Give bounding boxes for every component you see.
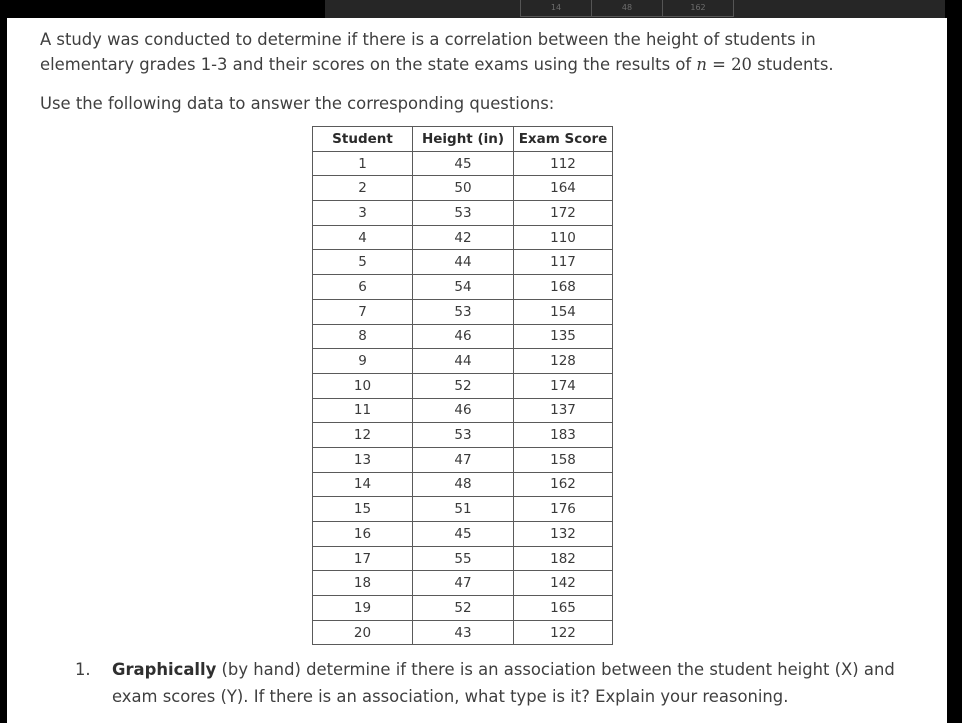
- cell-student: 2: [313, 176, 413, 201]
- cell-height: 52: [413, 373, 514, 398]
- intro-line-2-pre: elementary grades 1-3 and their scores on the state exams using the results of: [40, 55, 697, 74]
- table-row: [313, 176, 613, 201]
- table-header-row: [313, 127, 613, 152]
- intro-line-1: A study was conducted to determine if there is a correlation between the height of students in: [40, 30, 816, 49]
- intro-paragraph: [40, 27, 935, 77]
- table-row: [313, 398, 613, 423]
- cell-student: 10: [313, 373, 413, 398]
- table-row: [313, 151, 613, 176]
- table-row: [313, 299, 613, 324]
- cell-student: 13: [313, 447, 413, 472]
- cell-student: 9: [313, 349, 413, 374]
- table-row: [313, 225, 613, 250]
- cell-exam-score: 168: [514, 275, 613, 300]
- strip-cell: 14: [521, 0, 592, 16]
- table-row: [313, 571, 613, 596]
- strip-cell: 48: [592, 0, 663, 16]
- cell-height: 51: [413, 497, 514, 522]
- cell-student: 1: [313, 151, 413, 176]
- cell-height: 44: [413, 349, 514, 374]
- cell-exam-score: 128: [514, 349, 613, 374]
- cell-student: 20: [313, 620, 413, 645]
- cell-height: 45: [413, 151, 514, 176]
- cell-height: 47: [413, 571, 514, 596]
- table-row: [313, 423, 613, 448]
- cell-exam-score: 183: [514, 423, 613, 448]
- cell-exam-score: 172: [514, 201, 613, 226]
- cell-height: 53: [413, 299, 514, 324]
- cell-exam-score: 164: [514, 176, 613, 201]
- cell-height: 55: [413, 546, 514, 571]
- question-text: [112, 656, 935, 710]
- cell-height: 47: [413, 447, 514, 472]
- header-height: Height (in): [413, 127, 514, 152]
- table-row: [313, 472, 613, 497]
- instruction-text: Use the following data to answer the corresponding questions:: [40, 94, 555, 113]
- cell-height: 53: [413, 423, 514, 448]
- cell-student: 17: [313, 546, 413, 571]
- cell-exam-score: 117: [514, 250, 613, 275]
- cell-height: 44: [413, 250, 514, 275]
- cell-height: 52: [413, 596, 514, 621]
- cell-height: 45: [413, 522, 514, 547]
- table-row: [313, 250, 613, 275]
- header-student: Student: [313, 127, 413, 152]
- question-bold-word: Graphically: [112, 660, 217, 679]
- cell-exam-score: 182: [514, 546, 613, 571]
- cell-student: 14: [313, 472, 413, 497]
- document-page: [7, 18, 947, 723]
- cell-exam-score: 122: [514, 620, 613, 645]
- cell-height: 42: [413, 225, 514, 250]
- cell-student: 11: [313, 398, 413, 423]
- cell-exam-score: 162: [514, 472, 613, 497]
- math-equation: = 20: [706, 55, 752, 74]
- cell-student: 5: [313, 250, 413, 275]
- cell-exam-score: 174: [514, 373, 613, 398]
- table-row: [313, 349, 613, 374]
- cell-student: 12: [313, 423, 413, 448]
- table-row: [313, 546, 613, 571]
- cell-height: 54: [413, 275, 514, 300]
- cell-height: 53: [413, 201, 514, 226]
- strip-cell: 162: [663, 0, 734, 16]
- table-row: [313, 620, 613, 645]
- cell-student: 3: [313, 201, 413, 226]
- question-rest: (by hand) determine if there is an association between the student height (X) and exam scores (Y). If there is an association, what type is it? Explain your reasoning.: [112, 660, 895, 706]
- header-exam-score: Exam Score: [514, 127, 613, 152]
- cell-student: 7: [313, 299, 413, 324]
- cell-exam-score: 135: [514, 324, 613, 349]
- cell-height: 50: [413, 176, 514, 201]
- cell-student: 18: [313, 571, 413, 596]
- table-row: [313, 522, 613, 547]
- cell-exam-score: 142: [514, 571, 613, 596]
- question-1: [75, 656, 935, 710]
- cell-exam-score: 112: [514, 151, 613, 176]
- table-row: [313, 596, 613, 621]
- cell-student: 15: [313, 497, 413, 522]
- table-row: [313, 373, 613, 398]
- table-row: [313, 201, 613, 226]
- cell-height: 43: [413, 620, 514, 645]
- table-body: [313, 151, 613, 645]
- question-number: 1.: [75, 660, 91, 679]
- cell-exam-score: 154: [514, 299, 613, 324]
- intro-line-2-post: students.: [751, 55, 834, 74]
- cell-exam-score: 137: [514, 398, 613, 423]
- cell-student: 6: [313, 275, 413, 300]
- table-row: [313, 497, 613, 522]
- table-row: [313, 447, 613, 472]
- cell-exam-score: 110: [514, 225, 613, 250]
- partial-table-row: [520, 0, 734, 17]
- data-table: [312, 126, 613, 645]
- cell-student: 4: [313, 225, 413, 250]
- table-row: [313, 275, 613, 300]
- cell-student: 19: [313, 596, 413, 621]
- cell-height: 46: [413, 324, 514, 349]
- cell-exam-score: 165: [514, 596, 613, 621]
- cell-exam-score: 158: [514, 447, 613, 472]
- table-row: [313, 324, 613, 349]
- math-variable-n: n: [696, 55, 707, 74]
- cell-student: 16: [313, 522, 413, 547]
- cell-exam-score: 176: [514, 497, 613, 522]
- cell-height: 48: [413, 472, 514, 497]
- cell-exam-score: 132: [514, 522, 613, 547]
- cell-student: 8: [313, 324, 413, 349]
- cell-height: 46: [413, 398, 514, 423]
